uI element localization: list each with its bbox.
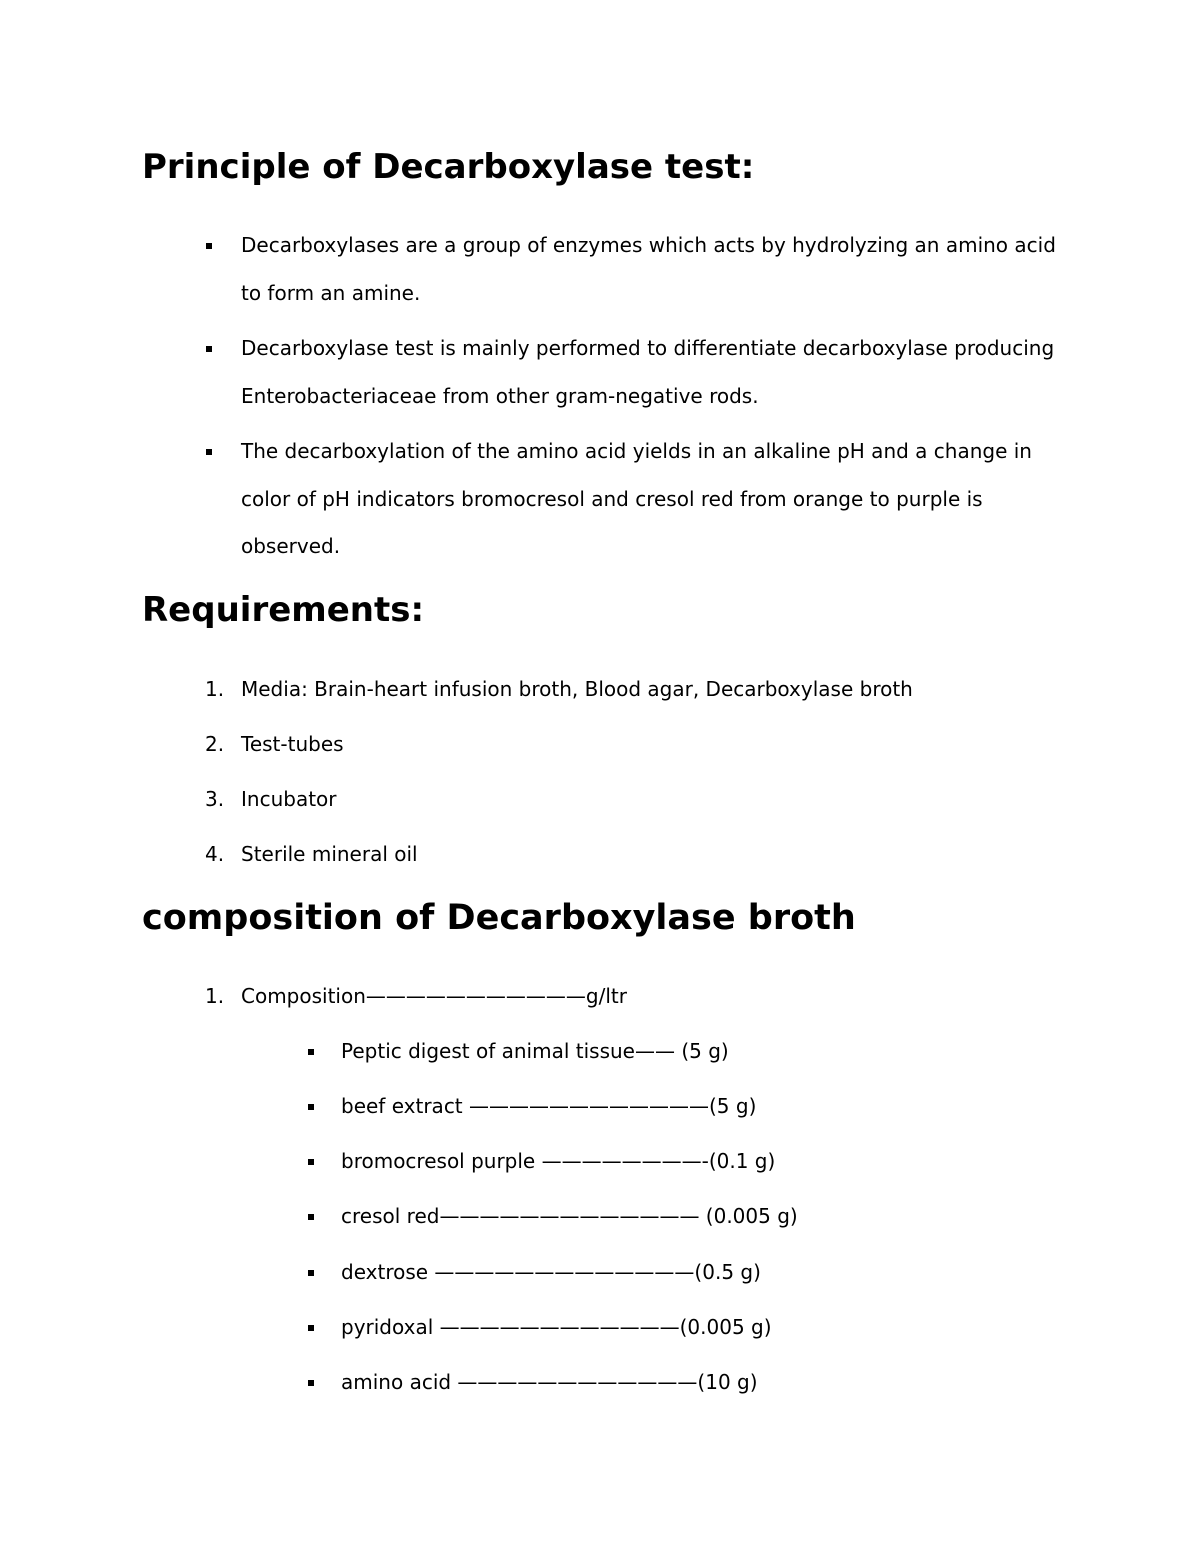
ingredient-item: Peptic digest of animal tissue—— (5 g)	[341, 1039, 729, 1063]
composition-item: Composition———————————g/ltr	[241, 984, 627, 1008]
bullet-marker	[308, 1325, 314, 1331]
bullet-marker	[206, 346, 212, 352]
requirements-heading: Requirements:	[142, 590, 425, 630]
requirement-item: Incubator	[241, 787, 337, 811]
ingredient-item: beef extract ————————————(5 g)	[341, 1094, 757, 1118]
principle-point: Decarboxylases are a group of enzymes which acts by hydrolyzing an amino acid to form an amine.	[241, 233, 1056, 305]
requirement-item: Media: Brain-heart infusion broth, Blood agar, Decarboxylase broth	[241, 677, 913, 701]
list-number: 1.	[205, 677, 225, 701]
bullet-marker	[206, 449, 212, 455]
bullet-marker	[206, 243, 212, 249]
bullet-marker	[308, 1214, 314, 1220]
bullet-marker	[308, 1049, 314, 1055]
bullet-marker	[308, 1159, 314, 1165]
requirement-item: Sterile mineral oil	[241, 842, 418, 866]
list-number: 2.	[205, 732, 225, 756]
bullet-marker	[308, 1270, 314, 1276]
principle-point: Decarboxylase test is mainly performed to differentiate decarboxylase producing Enterobacteriaceae from other gram-negative rods.	[241, 336, 1055, 408]
bullet-marker	[308, 1380, 314, 1386]
list-number: 1.	[205, 984, 225, 1008]
principle-point: The decarboxylation of the amino acid yields in an alkaline pH and a change in color of pH indicators bromocresol and cresol red from orange to purple is observed.	[241, 439, 1032, 558]
ingredient-item: amino acid ————————————(10 g)	[341, 1370, 758, 1394]
ingredient-item: pyridoxal ————————————(0.005 g)	[341, 1315, 772, 1339]
ingredient-item: cresol red————————————— (0.005 g)	[341, 1204, 798, 1228]
composition-heading: composition of Decarboxylase broth	[142, 898, 856, 938]
list-number: 3.	[205, 787, 225, 811]
list-number: 4.	[205, 842, 225, 866]
bullet-marker	[308, 1104, 314, 1110]
principle-heading: Principle of Decarboxylase test:	[142, 147, 755, 187]
ingredient-item: dextrose —————————————(0.5 g)	[341, 1260, 761, 1284]
requirement-item: Test-tubes	[241, 732, 344, 756]
ingredient-item: bromocresol purple ————————-(0.1 g)	[341, 1149, 776, 1173]
